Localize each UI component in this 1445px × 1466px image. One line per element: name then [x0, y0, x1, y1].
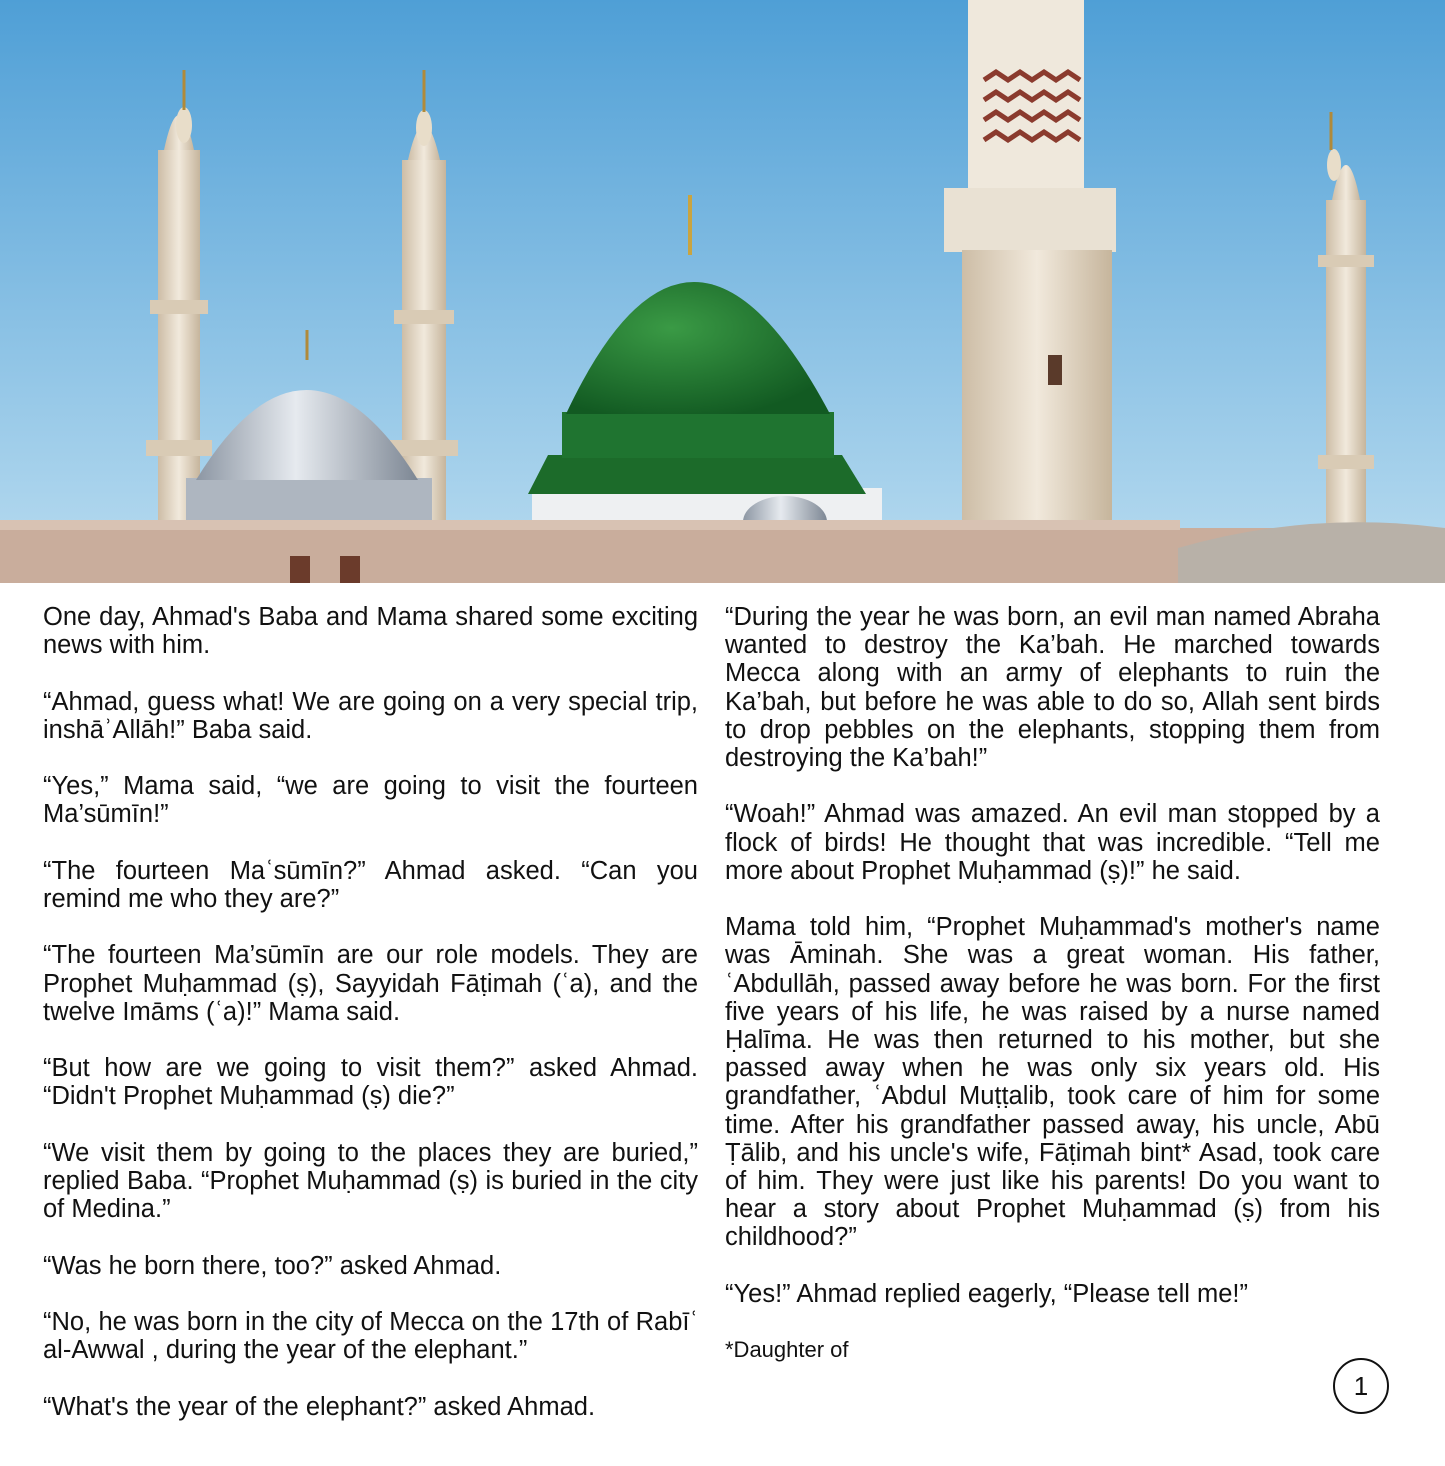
- page-number-badge: [1333, 1358, 1389, 1414]
- paragraph: “What's the year of the elephant?” asked Ahmad.: [43, 1392, 596, 1421]
- paragraph: “During the year he was born, an evil man named Abraha wanted to destroy the Ka’bah. He marched towards Mecca along with an army of elephants to ruin the Ka’bah, but before he was able to do so, Allah sent birds to drop pebbles on the elephants, stopping them from destroying the Ka’bah!”: [725, 603, 1380, 773]
- paragraph: Mama told him, “Prophet Muḥammad's mother's name was Āminah. She was a great woman. His father, ʿAbdullāh, passed away before he was born. For the first five years of his life, he was raised by a nurse named Ḥalīma. He was then returned to his mother, but she passed away when he was only six years old. His grandfather, ʿAbdul Muṭṭalib, took care of him for some time. After his grandfather passed away, his uncle, Abū Ṭālib, and his uncle's wife, Fāṭimah bint* Asad, took care of him. They were just like his parents! Do you want to hear a story about Prophet Muḥammad (ṣ) from his childhood?”: [725, 913, 1380, 1252]
- paragraph: “The fourteen Maʿsūmīn?” Ahmad asked. “Can you remind me who they are?”: [43, 856, 698, 913]
- paragraph: “Woah!” Ahmad was amazed. An evil man stopped by a flock of birds! He thought that was incredible. “Tell me more about Prophet Muḥammad (ṣ)!” he said.: [725, 800, 1380, 885]
- paragraph: “But how are we going to visit them?” asked Ahmad. “Didn't Prophet Muḥammad (ṣ) die?”: [43, 1054, 698, 1111]
- paragraph: One day, Ahmad's Baba and Mama shared some exciting news with him.: [43, 603, 698, 660]
- footnote: *Daughter of: [725, 1337, 849, 1363]
- paragraph: “Ahmad, guess what! We are going on a very special trip, inshāʾAllāh!” Baba said.: [43, 687, 698, 744]
- mosque-wall: [0, 520, 1445, 583]
- paragraph: “Was he born there, too?” asked Ahmad.: [43, 1251, 502, 1280]
- mosque-photo: [0, 0, 1445, 583]
- paragraph: “The fourteen Ma’sūmīn are our role models. They are Prophet Muḥammad (ṣ), Sayyidah Fāṭimah (ʿa), and the twelve Imāms (ʿa)!” Mama said.: [43, 941, 698, 1026]
- paragraph: “Yes,” Mama said, “we are going to visit the fourteen Ma’sūmīn!”: [43, 772, 698, 829]
- paragraph: “We visit them by going to the places they are buried,” replied Baba. “Prophet Muḥammad (ṣ) is buried in the city of Medina.”: [43, 1138, 698, 1224]
- green-dome-mosque-illustration: [0, 0, 1445, 583]
- left-text-column: [43, 603, 698, 1449]
- right-text-column: [725, 603, 1380, 1364]
- page-number: 1: [1353, 1370, 1369, 1401]
- paragraph: “No, he was born in the city of Mecca on the 17th of Rabīʿ al-Awwal , during the year of the elephant.”: [43, 1307, 698, 1365]
- paragraph: “Yes!” Ahmad replied eagerly, “Please tell me!”: [725, 1279, 1248, 1308]
